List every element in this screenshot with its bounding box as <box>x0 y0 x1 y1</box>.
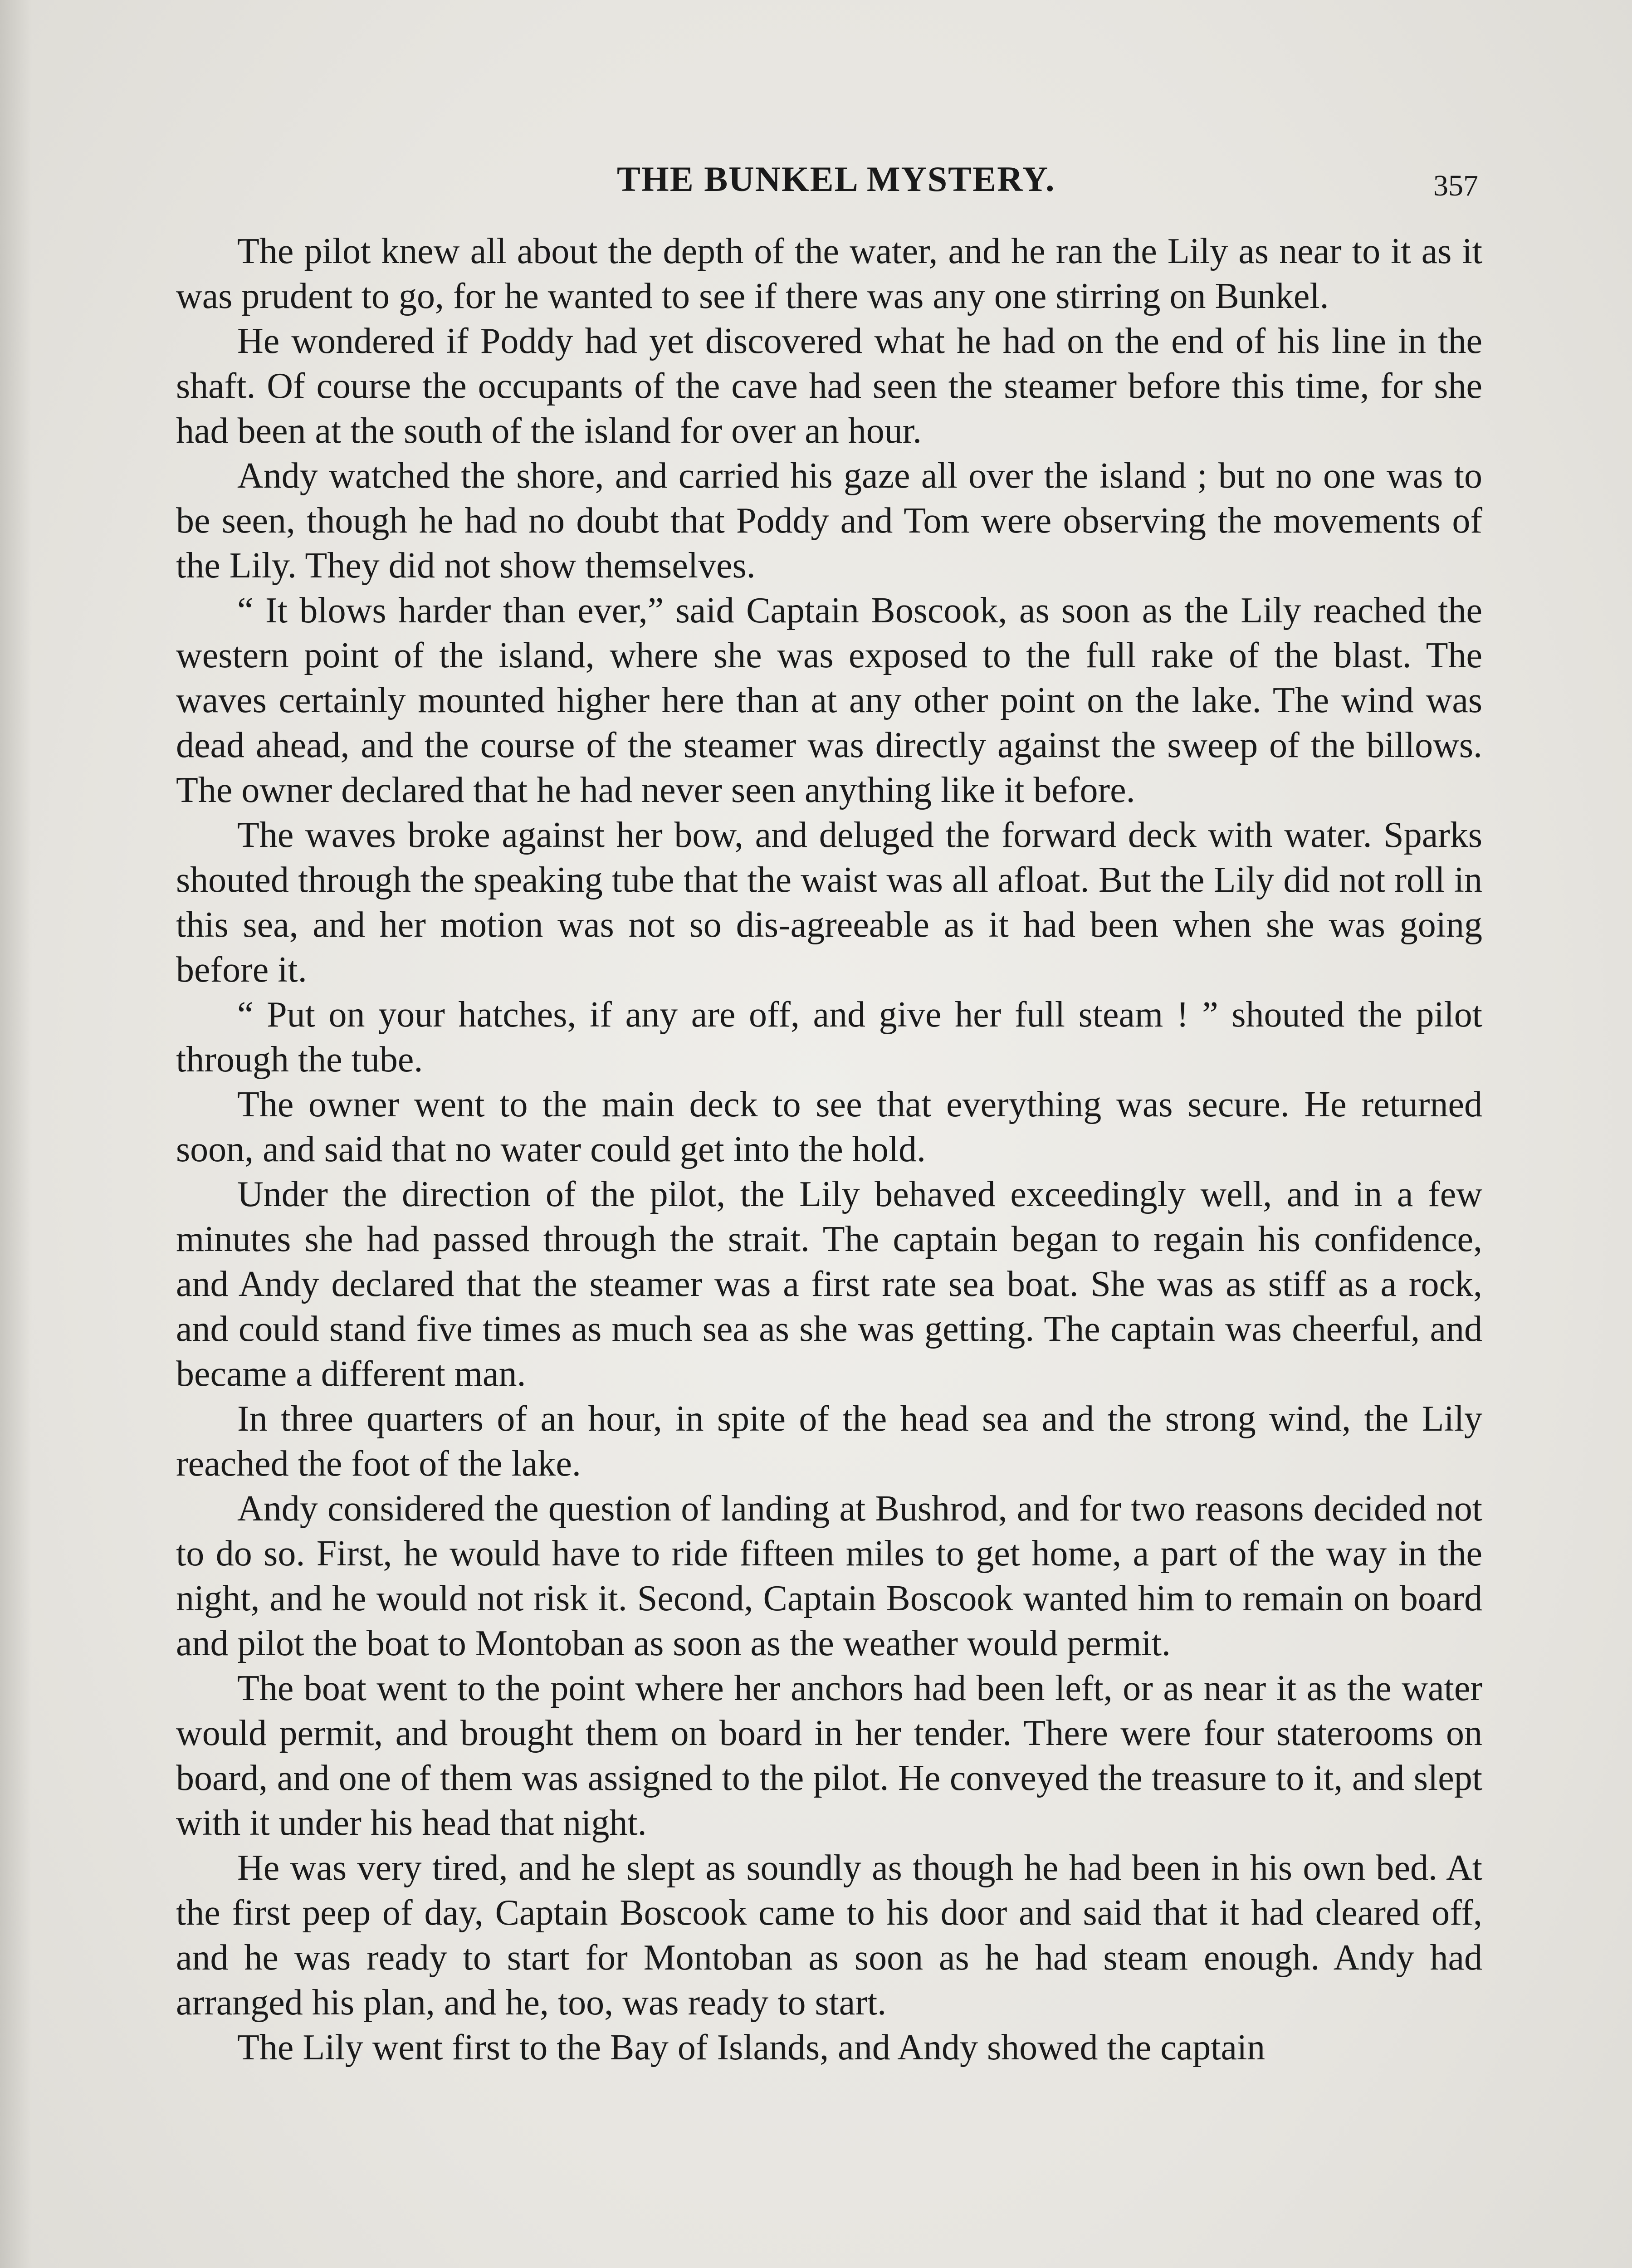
paragraph: The waves broke against her bow, and deluged the forward deck with water. Sparks shouted through the speaking tube that the waist was all afloat. But the Lily did not roll in this sea, and her motion was not so dis-agreeable as it had been when she was going before it. <box>176 815 1482 990</box>
paragraph: “ Put on your hatches, if any are off, and give her full steam ! ” shouted the pilot through the tube. <box>176 995 1482 1080</box>
paragraph: Andy watched the shore, and carried his gaze all over the island ; but no one was to be seen, though he had no doubt that Poddy and Tom were observing the movements of the Lily. They did not show themselves. <box>176 456 1482 586</box>
page-edge-shadow <box>0 0 32 2268</box>
paragraph: He wondered if Poddy had yet discovered what he had on the end of his line in the shaft. Of course the occupants of the cave had seen the steamer before this time, for she had been at the south of the island for over an hour. <box>176 321 1482 451</box>
paragraph: The owner went to the main deck to see that everything was secure. He returned soon, and said that no water could get into the hold. <box>176 1085 1482 1169</box>
paragraph: The boat went to the point where her anchors had been left, or as near it as the water would permit, and brought them on board in her tender. There were four staterooms on board, and one of them was assigned to the pilot. He conveyed the treasure to it, and slept with it under his head that night. <box>176 1668 1482 1843</box>
paragraph: The Lily went first to the Bay of Islands, and Andy showed the captain <box>237 2028 1266 2068</box>
running-title: THE BUNKEL MYSTERY. <box>617 159 1055 199</box>
paragraph: The pilot knew all about the depth of the water, and he ran the Lily as near to it as it was prudent to go, for he wanted to see if there was any one stirring on Bunkel. <box>176 231 1482 316</box>
paragraph: Andy considered the question of landing at Bushrod, and for two reasons decided not to do so. First, he would have to ride fifteen miles to get home, a part of the way in the night, and he would not risk it. Second, Captain Boscook wanted him to remain on board and pilot the boat to Montoban as soon as the weather would permit. <box>176 1489 1482 1663</box>
paragraph: In three quarters of an hour, in spite of the head sea and the strong wind, the Lily reached the foot of the lake. <box>176 1399 1482 1484</box>
page-number: 357 <box>1433 169 1478 202</box>
body-text <box>176 229 1482 2070</box>
paragraph: “ It blows harder than ever,” said Captain Boscook, as soon as the Lily reached the western point of the island, where she was exposed to the full rake of the blast. The waves certainly mounted higher here than at any other point on the lake. The wind was dead ahead, and the course of the steamer was directly against the sweep of the billows. The owner declared that he had never seen anything like it before. <box>176 591 1482 810</box>
running-head <box>0 159 1632 209</box>
paragraph: He was very tired, and he slept as soundly as though he had been in his own bed. At the first peep of day, Captain Boscook came to his door and said that it had cleared off, and he was ready to start for Montoban as soon as he had steam enough. Andy had arranged his plan, and he, too, was ready to start. <box>176 1848 1482 2023</box>
paragraph: Under the direction of the pilot, the Lily behaved exceedingly well, and in a few minutes she had passed through the strait. The captain began to regain his confidence, and Andy declared that the steamer was a first rate sea boat. She was as stiff as a rock, and could stand five times as much sea as she was getting. The captain was cheerful, and became a different man. <box>176 1174 1482 1394</box>
